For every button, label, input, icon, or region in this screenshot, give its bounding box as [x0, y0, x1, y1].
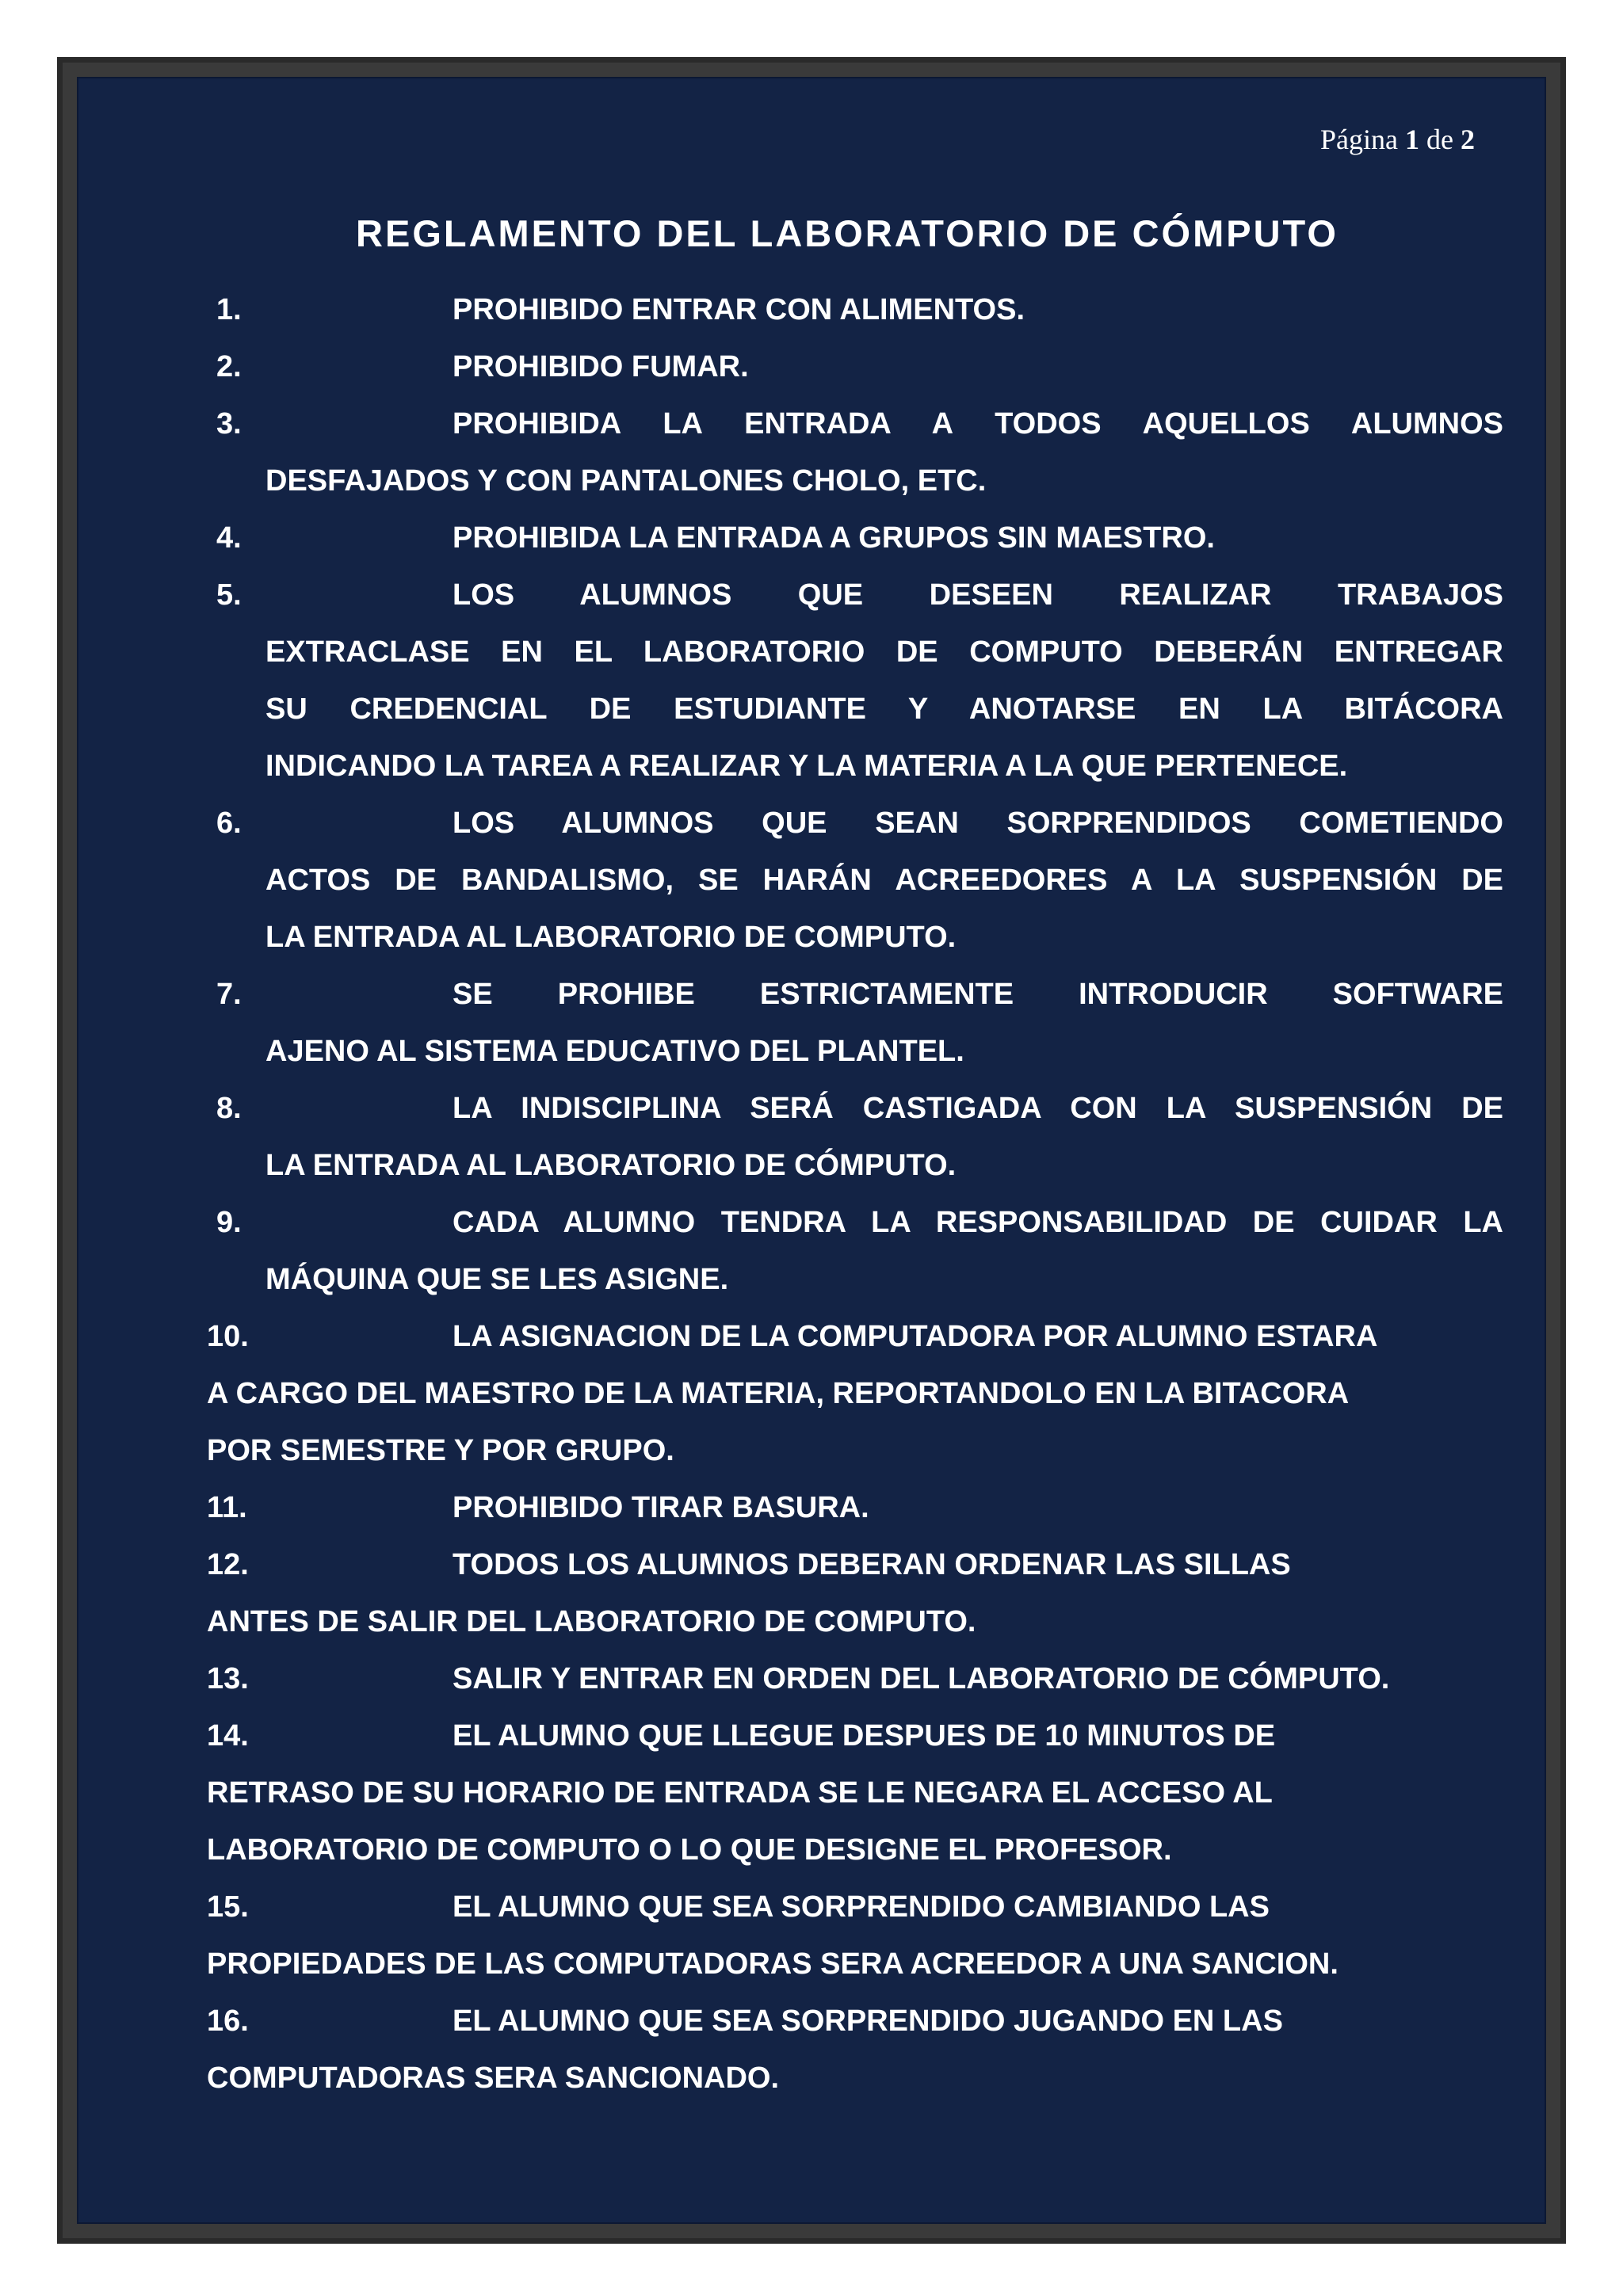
- rule-text: PROHIBIDO FUMAR.: [453, 350, 749, 383]
- page-indicator: [1320, 123, 1475, 156]
- rule-text: LOS ALUMNOS QUE DESEEN REALIZAR TRABAJOS: [453, 578, 1503, 612]
- rule-text-continued: ACTOS DE BANDALISMO, SE HARÁN ACREEDORES A LA SUSPENSIÓN DE: [265, 864, 1503, 897]
- rule-text: EL ALUMNO QUE SEA SORPRENDIDO CAMBIANDO LAS: [453, 1890, 1270, 1924]
- rule-text: EL ALUMNO QUE SEA SORPRENDIDO JUGANDO EN LAS: [453, 2004, 1283, 2038]
- rule-text: TODOS LOS ALUMNOS DEBERAN ORDENAR LAS SILLAS: [453, 1548, 1291, 1581]
- rule-text-continued: A CARGO DEL MAESTRO DE LA MATERIA, REPORTANDOLO EN LA BITACORA: [207, 1377, 1350, 1410]
- rule-number: 4.: [216, 521, 242, 555]
- page-current: 1: [1405, 124, 1420, 155]
- rule-text-continued: DESFAJADOS Y CON PANTALONES CHOLO, ETC.: [265, 464, 987, 498]
- rule-number: 3.: [216, 407, 242, 441]
- rule-text-continued: INDICANDO LA TAREA A REALIZAR Y LA MATERIA A LA QUE PERTENECE.: [265, 749, 1348, 783]
- rule-text-continued: LA ENTRADA AL LABORATORIO DE COMPUTO.: [265, 921, 957, 954]
- rule-number: 14.: [207, 1719, 249, 1753]
- rule-number: 15.: [207, 1890, 249, 1924]
- rule-text-continued: PROPIEDADES DE LAS COMPUTADORAS SERA ACREEDOR A UNA SANCION.: [207, 1947, 1338, 1981]
- rule-text-continued: EXTRACLASE EN EL LABORATORIO DE COMPUTO DEBERÁN ENTREGAR: [265, 635, 1503, 669]
- page-of-label: de: [1426, 124, 1453, 155]
- rule-number: 7.: [216, 978, 242, 1011]
- rule-number: 16.: [207, 2004, 249, 2038]
- rule-text: SE PROHIBE ESTRICTAMENTE INTRODUCIR SOFTWARE: [453, 978, 1503, 1011]
- rule-text: PROHIBIDA LA ENTRADA A TODOS AQUELLOS ALUMNOS: [453, 407, 1503, 441]
- rule-text-continued: AJENO AL SISTEMA EDUCATIVO DEL PLANTEL.: [265, 1035, 964, 1068]
- rule-text: LA INDISCIPLINA SERÁ CASTIGADA CON LA SUSPENSIÓN DE: [453, 1092, 1503, 1125]
- rule-number: 10.: [207, 1320, 249, 1353]
- document-frame: [57, 57, 1566, 2244]
- rule-text-continued: SU CREDENCIAL DE ESTUDIANTE Y ANOTARSE EN LA BITÁCORA: [265, 692, 1503, 726]
- rule-text-continued: LA ENTRADA AL LABORATORIO DE CÓMPUTO.: [265, 1149, 957, 1182]
- rule-number: 9.: [216, 1206, 242, 1239]
- rule-text: LA ASIGNACION DE LA COMPUTADORA POR ALUMNO ESTARA: [453, 1320, 1378, 1353]
- rule-text: LOS ALUMNOS QUE SEAN SORPRENDIDOS COMETIENDO: [453, 807, 1503, 840]
- rule-number: 1.: [216, 293, 242, 326]
- document-panel: [77, 77, 1546, 2224]
- rule-number: 13.: [207, 1662, 249, 1695]
- rule-text: CADA ALUMNO TENDRA LA RESPONSABILIDAD DE CUIDAR LA: [453, 1206, 1503, 1239]
- rule-number: 6.: [216, 807, 242, 840]
- rule-text: SALIR Y ENTRAR EN ORDEN DEL LABORATORIO DE CÓMPUTO.: [453, 1662, 1390, 1695]
- page-total: 2: [1461, 124, 1475, 155]
- rule-text: PROHIBIDO ENTRAR CON ALIMENTOS.: [453, 293, 1025, 326]
- rule-number: 11.: [207, 1491, 247, 1524]
- rule-text-continued: POR SEMESTRE Y POR GRUPO.: [207, 1434, 674, 1467]
- rule-text-continued: LABORATORIO DE COMPUTO O LO QUE DESIGNE EL PROFESOR.: [207, 1833, 1172, 1867]
- rule-number: 8.: [216, 1092, 242, 1125]
- rule-text-continued: ANTES DE SALIR DEL LABORATORIO DE COMPUTO.: [207, 1605, 976, 1638]
- rule-number: 12.: [207, 1548, 249, 1581]
- rule-text: PROHIBIDA LA ENTRADA A GRUPOS SIN MAESTRO.: [453, 521, 1215, 555]
- rule-number: 2.: [216, 350, 242, 383]
- rule-text-continued: COMPUTADORAS SERA SANCIONADO.: [207, 2061, 780, 2095]
- rule-text-continued: MÁQUINA QUE SE LES ASIGNE.: [265, 1263, 729, 1296]
- rule-text-continued: RETRASO DE SU HORARIO DE ENTRADA SE LE NEGARA EL ACCESO AL: [207, 1776, 1273, 1810]
- rule-number: 5.: [216, 578, 242, 612]
- rule-text: EL ALUMNO QUE LLEGUE DESPUES DE 10 MINUTOS DE: [453, 1719, 1276, 1753]
- rule-text: PROHIBIDO TIRAR BASURA.: [453, 1491, 869, 1524]
- page-label: Página: [1320, 124, 1399, 155]
- document-title: REGLAMENTO DEL LABORATORIO DE CÓMPUTO: [356, 212, 1338, 254]
